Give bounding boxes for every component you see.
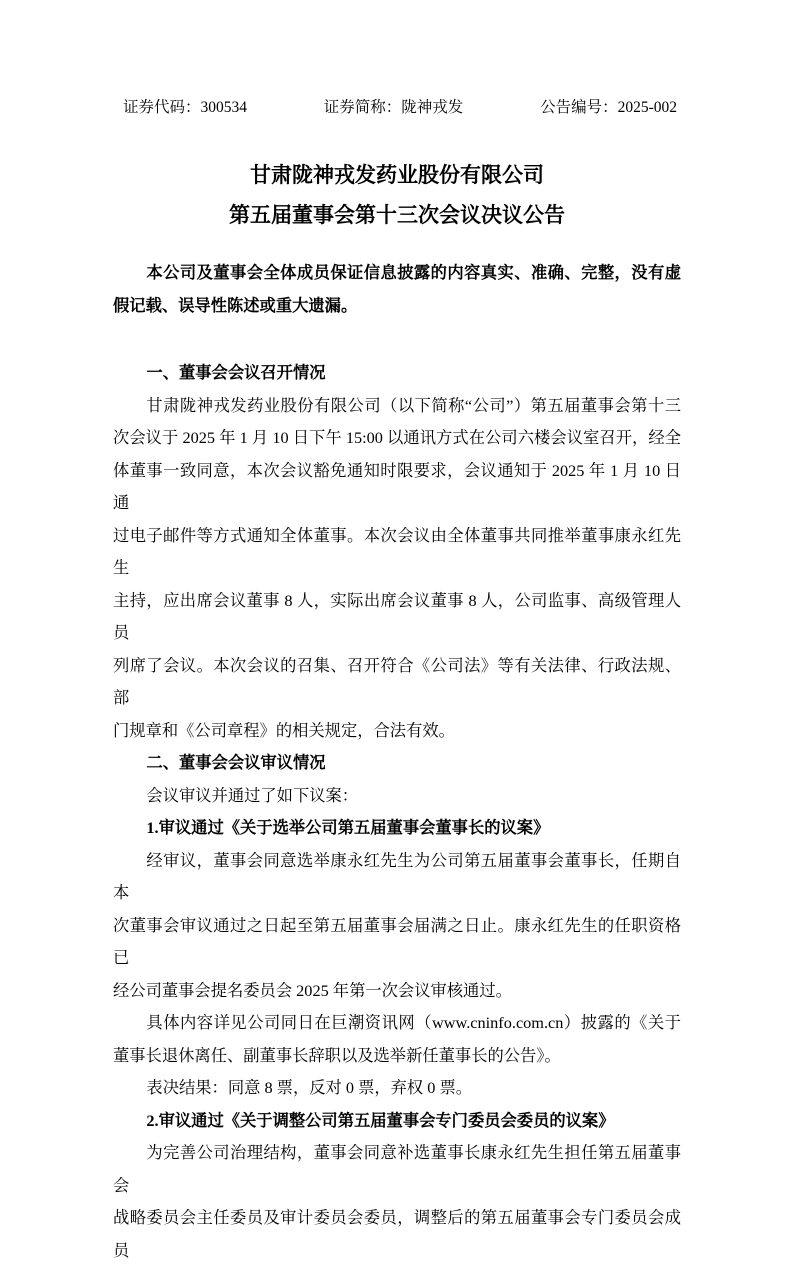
section-1-paragraph-line: 次会议于 2025 年 1 月 10 日下午 15:00 以通讯方式在公司六楼会议室召开，经全 (113, 428, 681, 447)
section-2-intro: 会议审议并通过了如下议案： (146, 785, 359, 805)
item-1-disclosure-line: 具体内容详见公司同日在巨潮资讯网（www.cninfo.com.cn）披露的《关于 (146, 1013, 681, 1032)
section-1-paragraph-line: 主持，应出席会议董事 8 人，实际出席会议董事 8 人，公司监事、高级管理人员 (113, 590, 681, 642)
section-1-paragraph-line: 门规章和《公司章程》的相关规定，合法有效。 (113, 720, 455, 740)
item-1-paragraph-line: 经公司董事会提名委员会 2025 年第一次会议审核通过。 (113, 980, 512, 1000)
section-1-paragraph-line: 列席了会议。本次会议的召集、召开符合《公司法》等有关法律、行政法规、部 (113, 655, 681, 707)
item-2-paragraph-line: 为完善公司治理结构，董事会同意补选董事长康永红先生担任第五届董事会 (113, 1143, 681, 1195)
document-body (113, 357, 681, 1267)
stock-short-name: 证券简称：陇神戎发 (323, 99, 464, 116)
company-name-title: 甘肃陇神戎发药业股份有限公司 (250, 163, 544, 187)
stock-code: 证券代码：300534 (123, 99, 248, 116)
item-2-paragraph-line: 战略委员会主任委员及审计委员会委员，调整后的第五届董事会专门委员会成员 (113, 1208, 681, 1260)
disclaimer-statement (113, 257, 681, 322)
section-1-paragraph-line: 体董事一致同意，本次会议豁免通知时限要求，会议通知于 2025 年 1 月 10 日通 (113, 460, 681, 512)
section-1-paragraph-line: 甘肃陇神戎发药业股份有限公司（以下简称“公司”）第五届董事会第十三 (146, 395, 681, 415)
section-1-paragraph-line: 过电子邮件等方式通知全体董事。本次会议由全体董事共同推举董事康永红先生 (113, 525, 681, 577)
doc-header-row (113, 97, 681, 119)
disclaimer-line-1: 本公司及董事会全体成员保证信息披露的内容真实、准确、完整，没有虚 (146, 263, 681, 282)
item-2-heading: 2.审议通过《关于调整公司第五届董事会专门委员会委员的议案》 (146, 1110, 615, 1130)
announcement-title: 第五届董事会第十三次会议决议公告 (229, 203, 565, 227)
item-1-paragraph-line: 经审议，董事会同意选举康永红先生为公司第五届董事会董事长，任期自本 (113, 850, 681, 902)
section-2-heading: 二、董事会会议审议情况 (146, 753, 326, 772)
announcement-number: 公告编号：2025-002 (540, 99, 677, 116)
item-1-disclosure-line: 董事长退休离任、副董事长辞职以及选举新任董事长的公告》。 (113, 1045, 561, 1065)
section-1-heading: 一、董事会会议召开情况 (146, 363, 326, 382)
item-1-vote-result: 表决结果：同意 8 票，反对 0 票，弃权 0 票。 (146, 1078, 473, 1097)
disclaimer-line-2: 假记载、误导性陈述或重大遗漏。 (113, 295, 358, 315)
item-1-heading: 1.审议通过《关于选举公司第五届董事会董事长的议案》 (146, 818, 550, 837)
item-1-paragraph-line: 次董事会审议通过之日起至第五届董事会届满之日止。康永红先生的任职资格已 (113, 915, 681, 967)
